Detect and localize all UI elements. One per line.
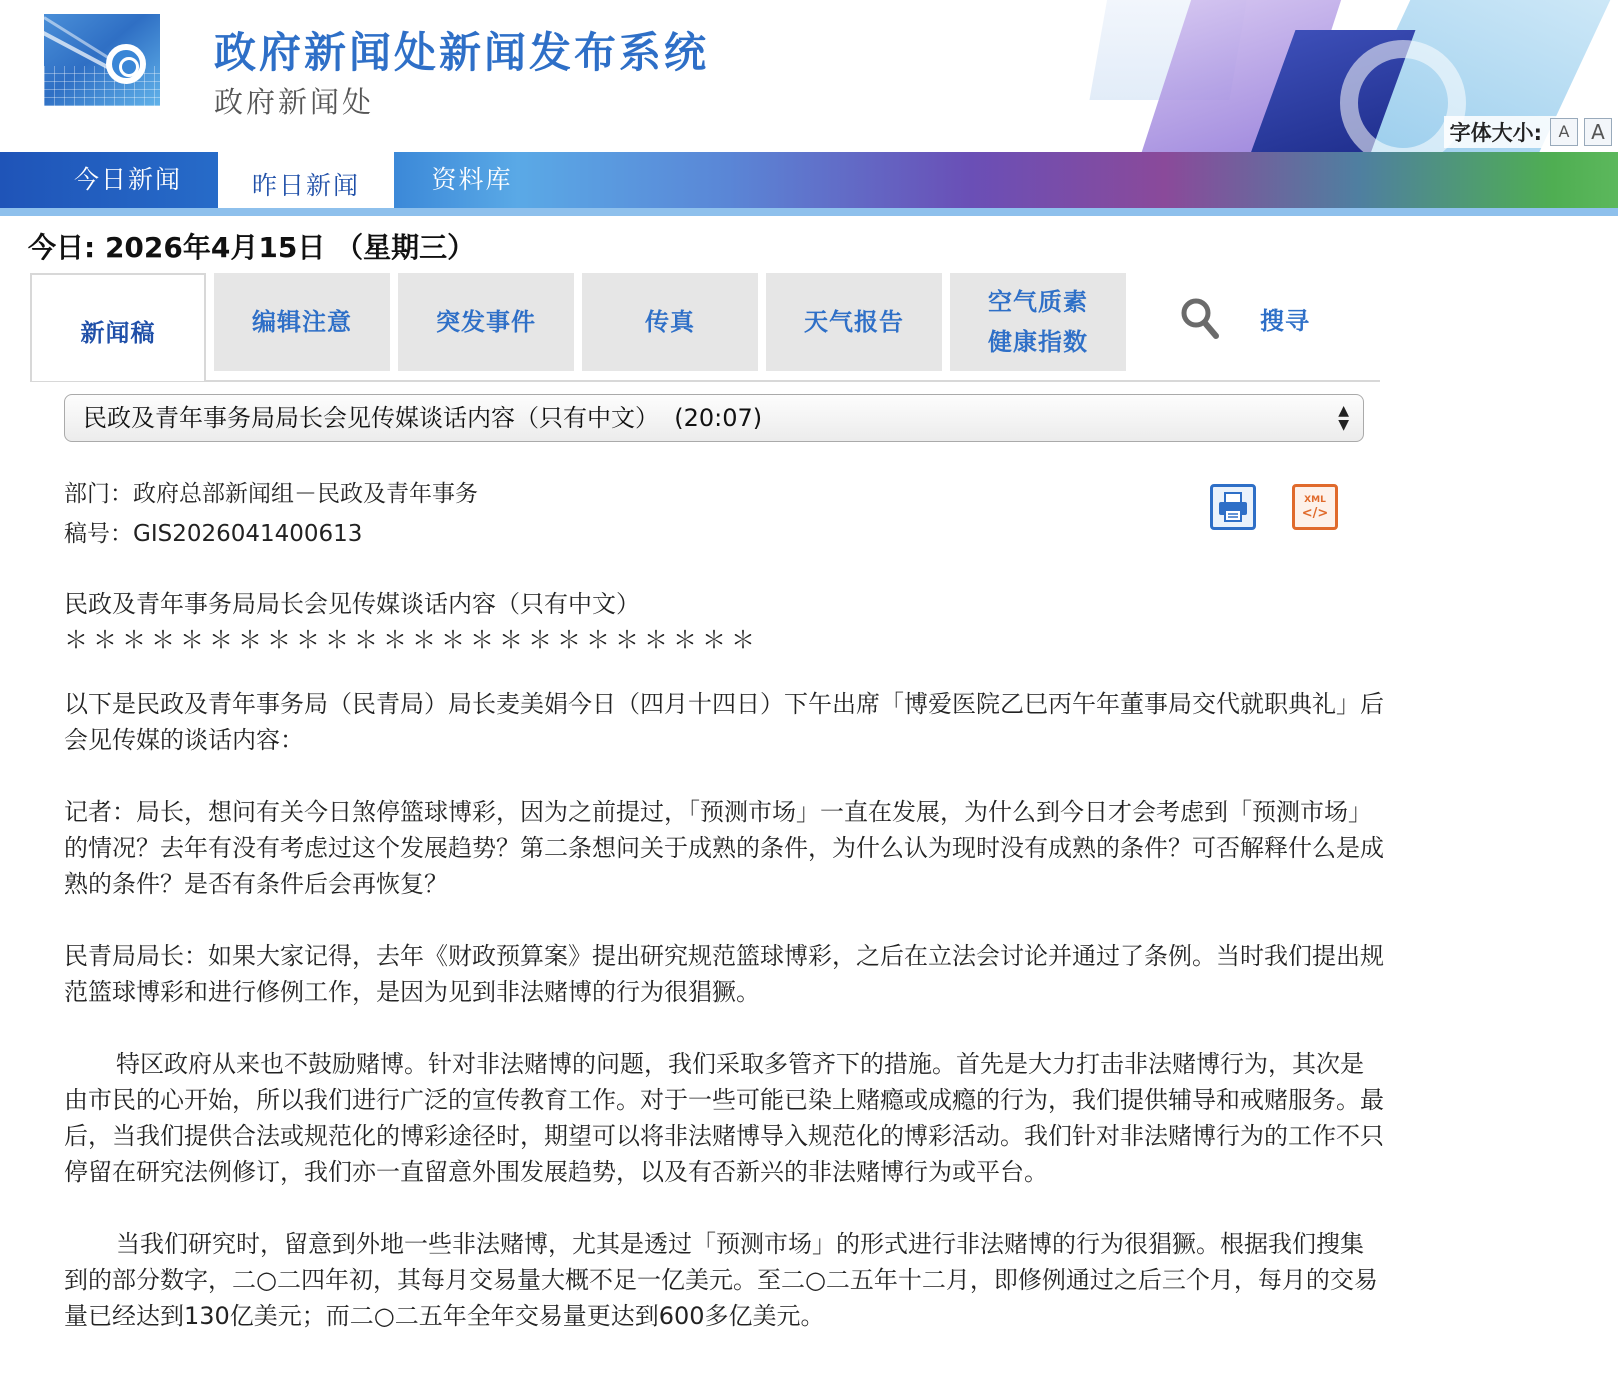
site-logo[interactable] [44, 14, 160, 106]
article-body [64, 586, 1384, 1370]
today-date: 今日: 2026年4月15日 （星期三） [28, 231, 476, 264]
article-paragraph: 当我们研究时，留意到外地一些非法赌博，尤其是透过「预测市场」的形式进行非法赌博的行为很猖獗。根据我们搜集到的部分数字，二○二四年初，其每月交易量大概不足一亿美元。至二○二五年十二月，即修例通过之后三个月，每月的交易量已经达到130亿美元；而二○二五年全年交易量更达到600多亿美元。 [64, 1230, 1378, 1330]
tab-press-releases[interactable] [30, 273, 206, 381]
nav-underline [0, 208, 1618, 216]
article-title: 民政及青年事务局局长会见传媒谈话内容（只有中文） [64, 590, 640, 618]
article-select-value: 民政及青年事务局局长会见传媒谈话内容（只有中文） (20:07) [83, 404, 763, 432]
reference-number: 稿号：GIS2026041400613 [64, 521, 363, 547]
category-tabs [30, 273, 1380, 377]
print-icon[interactable] [1210, 484, 1256, 530]
search-link[interactable]: 搜寻 [1260, 307, 1310, 335]
tab-weather-report[interactable] [766, 273, 942, 371]
tab-label: 空气质素 健康指数 [988, 288, 1088, 356]
tab-label: 新闻稿 [80, 319, 156, 347]
tab-label: 传真 [645, 308, 695, 336]
logo-emblem [106, 44, 146, 84]
nav-today-news[interactable]: 今日新闻 [73, 165, 182, 194]
article-paragraph: 记者：局长，想问有关今日煞停篮球博彩，因为之前提过，「预测市场」一直在发展，为什么到今日才会考虑到「预测市场」的情况？去年有没有考虑过这个发展趋势？第二条想问关于成熟的条件，为什么认为现时没有成熟的条件？可否解释什么是成熟的条件？是否有条件后会再恢复？ [64, 798, 1384, 898]
tab-label: 天气报告 [804, 308, 904, 336]
printer-glyph [1213, 487, 1253, 527]
tab-emergencies[interactable] [398, 273, 574, 371]
article-select[interactable] [64, 394, 1364, 442]
article-divider: ＊＊＊＊＊＊＊＊＊＊＊＊＊＊＊＊＊＊＊＊＊＊＊＊ [64, 626, 760, 654]
font-size-control [1444, 116, 1618, 148]
site-title: 政府新闻处新闻发布系统 [214, 28, 710, 77]
article-paragraph: 民青局局长：如果大家记得，去年《财政预算案》提出研究规范篮球博彩，之后在立法会讨论并通过了条例。当时我们提出规范篮球博彩和进行修例工作，是因为见到非法赌博的行为很猖獗。 [64, 942, 1384, 1006]
tab-air-quality[interactable] [950, 273, 1126, 371]
font-size-label: 字体大小: [1449, 121, 1542, 145]
tab-label: 突发事件 [436, 308, 536, 336]
xml-icon-label: XML [1304, 495, 1326, 505]
nav-yesterday-news[interactable]: 昨日新闻 [218, 152, 394, 216]
tab-label: 编辑注意 [252, 308, 352, 336]
font-size-small-button[interactable]: A [1550, 118, 1578, 146]
xml-icon[interactable] [1292, 484, 1338, 530]
magnifier-icon[interactable] [1180, 297, 1220, 341]
department-text: 部门：政府总部新闻组－民政及青年事务 [64, 481, 478, 507]
article-paragraph: 特区政府从来也不鼓励赌博。针对非法赌博的问题，我们采取多管齐下的措施。首先是大力打击非法赌博行为，其次是由市民的心开始，所以我们进行广泛的宣传教育工作。对于一些可能已染上赌瘾或成瘾的行为，我们提供辅导和戒赌服务。最后，当我们提供合法或规范化的博彩途径时，期望可以将非法赌博导入规范化的博彩活动。我们针对非法赌博行为的工作不只停留在研究法例修订，我们亦一直留意外围发展趋势，以及有否新兴的非法赌博行为或平台。 [64, 1050, 1384, 1186]
tab-fax[interactable] [582, 273, 758, 371]
main-nav [0, 152, 1618, 208]
tabs-baseline [30, 380, 1380, 382]
article-meta [64, 474, 478, 554]
code-glyph: </> [1301, 506, 1329, 521]
nav-archive[interactable]: 资料库 [431, 165, 513, 194]
select-arrows-icon: ▲ ▼ [1338, 403, 1349, 433]
font-size-large-button[interactable]: A [1584, 118, 1612, 146]
article-paragraph: 以下是民政及青年事务局（民青局）局长麦美娟今日（四月十四日）下午出席「博爱医院乙巳丙午年董事局交代就职典礼」后会见传媒的谈话内容： [64, 690, 1384, 754]
site-header [0, 0, 1618, 152]
site-subtitle: 政府新闻处 [214, 85, 375, 119]
tab-editor-notes[interactable] [214, 273, 390, 371]
